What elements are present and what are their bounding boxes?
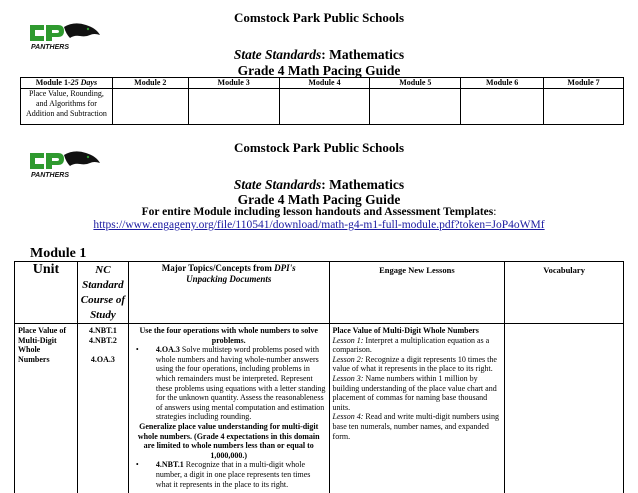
lessons-header: Engage New Lessons (329, 262, 505, 324)
topics-cell: Use the four operations with whole numbers to solve problems. • 4.OA.3 Solve multistep word problems posed with whole numbers and having whole-number answers using the four operations, including problems in which remainders must be interpreted. Represent these problems using equations with a letter standing for the unknown quantity. Assess the reasonableness of answers using mental computation and estimation strategies including rounding. Generalize place value understanding for multi-digit whole numbers. (Grade 4 expectations in this domain are limited to whole numbers less than or equal to 1,000,000.) • 4.NBT.1 Recognize that in a multi-digit whole number, a digit in one place represents ten times what it represents in the place to its right. (128, 324, 329, 493)
pacing-cell (112, 89, 188, 125)
pacing-header-module-6: Module 6 (461, 78, 544, 89)
pacing-header-module-1: Module 1-25 Days (21, 78, 113, 89)
pacing-header-module-4: Module 4 (279, 78, 370, 89)
vocabulary-cell (505, 324, 624, 493)
pacing-cell (461, 89, 544, 125)
unit-header: Unit (15, 262, 78, 324)
module-1-table (14, 261, 624, 493)
pacing-header-row (21, 78, 624, 89)
module-1-header-row (15, 262, 624, 324)
vocabulary-header: Vocabulary (505, 262, 624, 324)
school-name: Comstock Park Public Schools (233, 10, 405, 25)
pacing-table (20, 77, 624, 125)
svg-text:PANTHERS: PANTHERS (31, 172, 69, 179)
lessons-cell: Place Value of Multi-Digit Whole Numbers Lesson 1: Interpret a multiplication equation as a comparison. Lesson 2: Recognize a digit represents 10 times the value of what it represents in the place to its right. Lesson 3: Name numbers within 1 million by building understanding of the place value chart and placement of commas for naming base thousand units. Lesson 4: Read and write multi-digit numbers using base ten numerals, number names, and expanded form. (329, 324, 505, 493)
unit-cell: Place Value of Multi-Digit Whole Numbers (15, 324, 78, 493)
standards-line: State Standards: Mathematics (233, 177, 405, 192)
pacing-header-module-5: Module 5 (370, 78, 461, 89)
svg-text:PANTHERS: PANTHERS (31, 44, 69, 51)
guide-title: Grade 4 Math Pacing Guide (237, 63, 401, 78)
guide-title: Grade 4 Math Pacing Guide (237, 192, 401, 207)
pacing-cell (370, 89, 461, 125)
topics-header: Major Topics/Concepts from DPI's Unpacking Documents (128, 262, 329, 324)
school-name: Comstock Park Public Schools (233, 140, 405, 155)
standards-cell: 4.NBT.1 4.NBT.2 4.OA.3 (77, 324, 128, 493)
module-download-link[interactable]: https://www.engageny.org/file/110541/download/math-g4-m1-full-module.pdf?token=JoP4oWMf (93, 219, 545, 231)
pacing-module-1-topic: Place Value, Rounding, and Algorithms for Addition and Subtraction (21, 89, 113, 125)
pacing-cell (279, 89, 370, 125)
pacing-header-module-3: Module 3 (188, 78, 279, 89)
standards-line: State Standards: Mathematics (233, 47, 405, 62)
pacing-header-module-7: Module 7 (544, 78, 624, 89)
module-title: Module 1 (30, 246, 87, 261)
module-1-body-row (15, 324, 624, 493)
pacing-body-row (21, 89, 624, 125)
pacing-cell (188, 89, 279, 125)
pacing-header-module-2: Module 2 (112, 78, 188, 89)
nc-standard-header: NC Standard Course of Study (77, 262, 128, 324)
module-note: For entire Module including lesson handouts and Assessment Templates: (141, 206, 497, 218)
pacing-cell (544, 89, 624, 125)
